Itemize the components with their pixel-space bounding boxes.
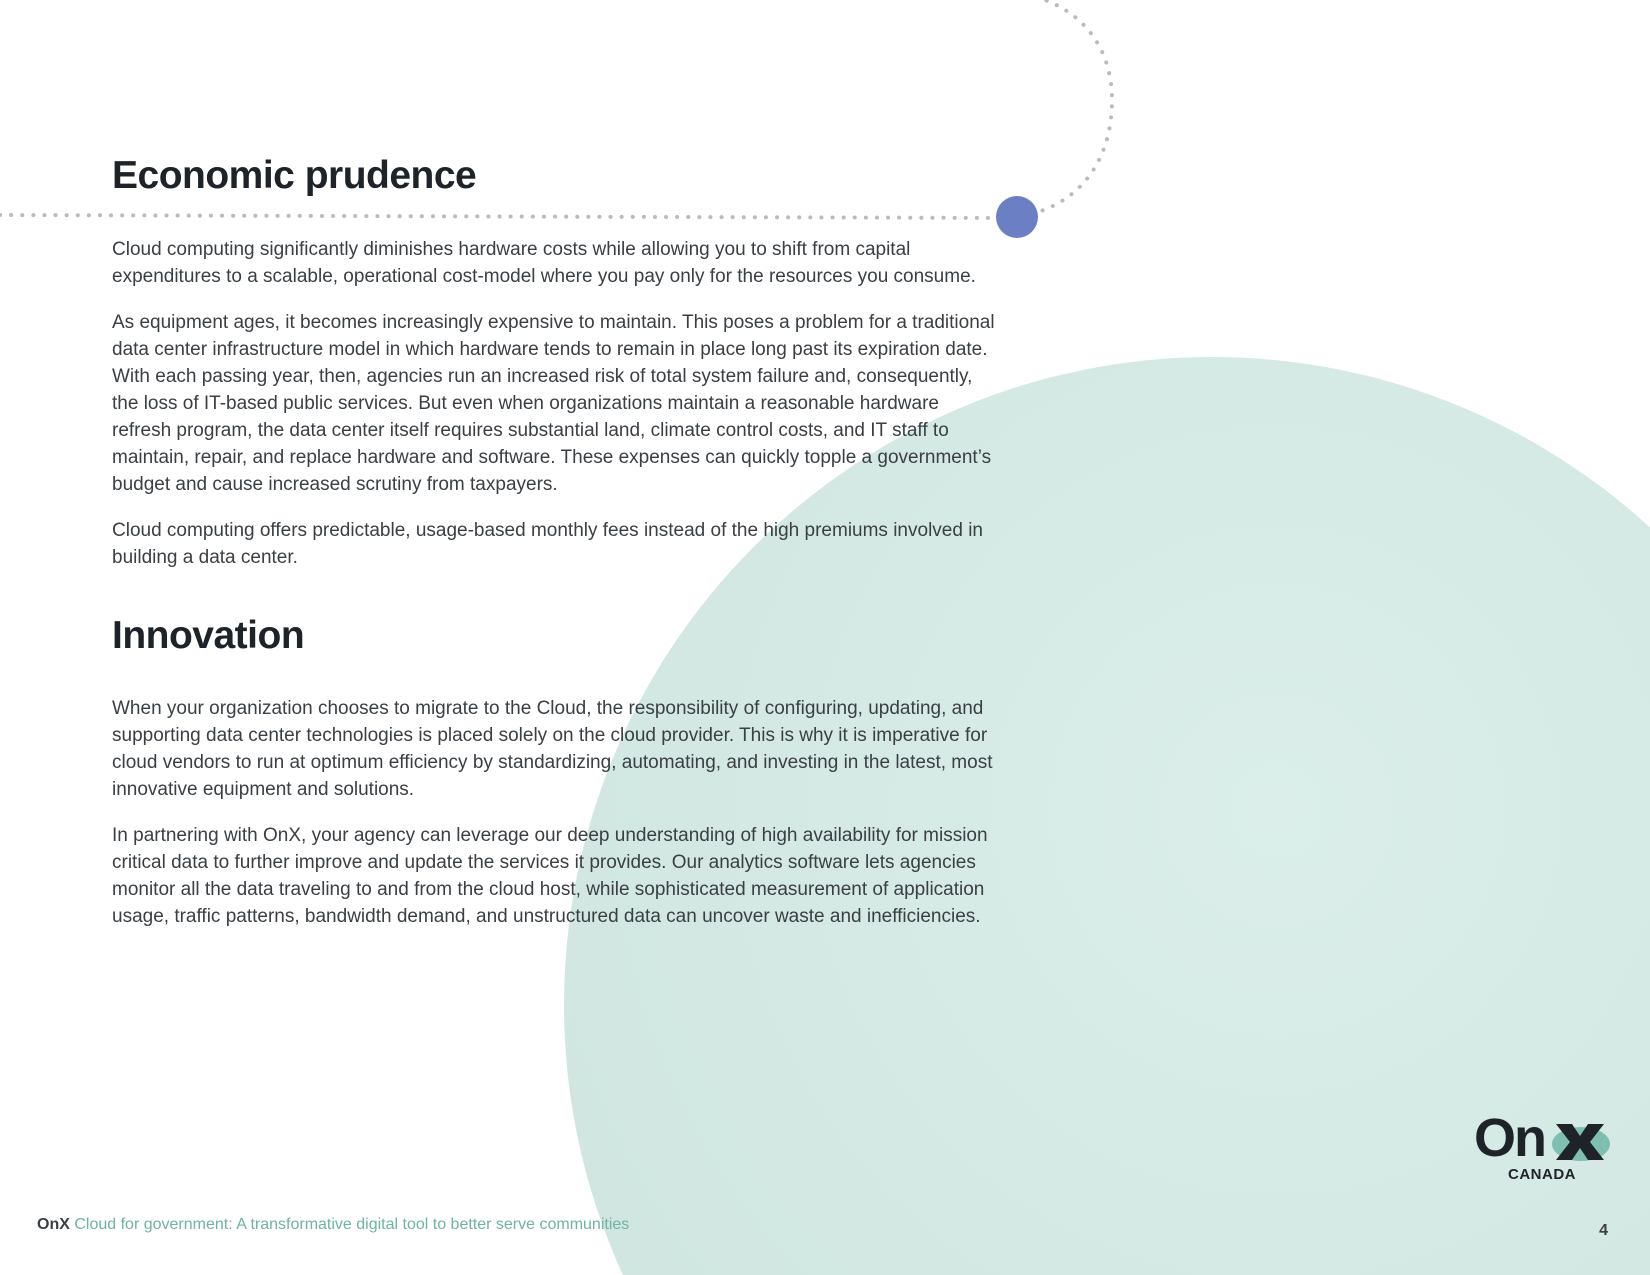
paragraph: When your organization chooses to migrate to the Cloud, the responsibility of configuring, updating, and supporting data center technologies is placed solely on the cloud provider. This is why it is imperative for cloud vendors to run at optimum efficiency by standardizing, automating, and investing in the latest, most innovative equipment and solutions. xyxy=(112,698,993,800)
logo-wordmark: On xyxy=(1474,1108,1545,1168)
onx-canada-logo xyxy=(1474,1108,1614,1188)
section-heading-innovation: Innovation xyxy=(112,614,305,657)
paragraph: As equipment ages, it becomes increasingly expensive to maintain. This poses a problem for a traditional data center infrastructure model in which hardware tends to remain in place long past its expiration date. With each passing year, then, agencies run an increased risk of total system failure and, consequently, the loss of IT-based public services. But even when organizations maintain a reasonable hardware refresh program, the data center itself requires substantial land, climate control costs, and IT staff to maintain, repair, and replace hardware and software. These expenses can quickly topple a government’s budget and cause increased scrutiny from taxpayers. xyxy=(112,312,995,495)
section-heading-economic-prudence: Economic prudence xyxy=(112,154,477,197)
paragraph: Cloud computing offers predictable, usage-based monthly fees instead of the high premiums involved in building a data center. xyxy=(112,520,983,568)
path-node-dot xyxy=(996,196,1038,238)
logo-subtitle: CANADA xyxy=(1508,1166,1576,1183)
footer xyxy=(37,1216,629,1234)
page-number: 4 xyxy=(1599,1222,1608,1239)
paragraph: Cloud computing significantly diminishes hardware costs while allowing you to shift from capital expenditures to a scalable, operational cost-model where you pay only for the resources you consume. xyxy=(112,239,976,287)
footer-brand: OnX xyxy=(37,1216,70,1233)
footer-document-title: Cloud for government: A transformative digital tool to better serve communities xyxy=(74,1216,630,1233)
logo-x-icon xyxy=(1550,1120,1610,1164)
paragraph: In partnering with OnX, your agency can leverage our deep understanding of high availability for mission critical data to further improve and update the services it provides. Our analytics software lets agencies monitor all the data traveling to and from the cloud host, while sophisticated measurement of application usage, traffic patterns, bandwidth demand, and unstructured data can uncover waste and inefficiencies. xyxy=(112,825,988,927)
